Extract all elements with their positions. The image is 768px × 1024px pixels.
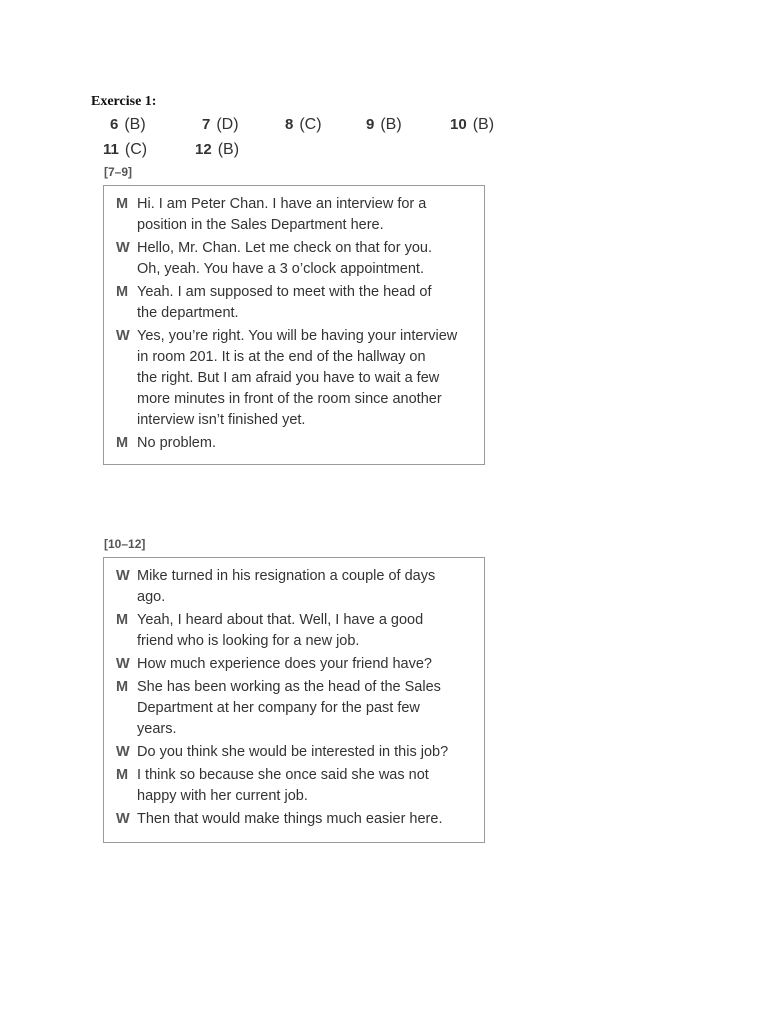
text-line: Then that would make things much easier here. (137, 811, 443, 827)
text-line: the right. But I am afraid you have to wait a few (137, 370, 440, 386)
dialogue-box-7-9 (103, 185, 485, 465)
dialogue-turn (116, 566, 476, 608)
dialogue-turn (116, 677, 476, 740)
answer-number: 12 (195, 141, 212, 158)
speaker-label: W (116, 328, 130, 344)
speaker-label: M (116, 612, 129, 628)
answer-number: 8 (285, 116, 294, 133)
answer-12 (195, 141, 239, 159)
answer-choice: (C) (124, 141, 148, 158)
text-line: Yeah, I heard about that. Well, I have a good (137, 612, 424, 628)
dialogue-turn (116, 326, 476, 431)
text-line: years. (137, 721, 177, 737)
speaker-label: M (116, 435, 129, 451)
dialogue-turn (116, 238, 476, 280)
turn-text (137, 742, 476, 763)
text-line: Hello, Mr. Chan. Let me check on that for you. (137, 240, 432, 256)
answer-choice: (B) (124, 116, 146, 133)
speaker-label: M (116, 767, 129, 783)
dialogue-turn (116, 433, 476, 454)
dialogue-turn (116, 610, 476, 652)
turn-text (137, 610, 476, 652)
text-line: position in the Sales Department here. (137, 217, 384, 233)
text-line: the department. (137, 305, 239, 321)
speaker-label: M (116, 679, 129, 695)
dialogue-label-7-9: [7–9] (104, 165, 133, 179)
turn-text (137, 194, 476, 236)
turn-text (137, 566, 476, 608)
dialogue-turn (116, 282, 476, 324)
text-line: Department at her company for the past few (137, 700, 420, 716)
answer-choice: (B) (472, 116, 495, 133)
turn-text (137, 238, 476, 280)
speaker-label: M (116, 196, 129, 212)
speaker-label: M (116, 284, 129, 300)
speaker-label: W (116, 568, 130, 584)
text-line: I think so because she once said she was not (137, 767, 429, 783)
turn-text (137, 433, 476, 454)
speaker-label: W (116, 811, 130, 827)
answer-9 (366, 116, 402, 134)
dialogue-label-10-12: [10–12] (104, 537, 146, 551)
answer-number: 7 (202, 116, 211, 133)
answer-choice: (B) (380, 116, 402, 133)
dialogue-turn (116, 809, 476, 830)
dialogue-turn (116, 765, 476, 807)
text-line: ago. (137, 589, 166, 605)
text-line: more minutes in front of the room since another (137, 391, 442, 407)
exercise-title: Exercise 1: (91, 94, 157, 109)
answer-number: 10 (450, 116, 467, 133)
speaker-label: W (116, 744, 130, 760)
text-line: How much experience does your friend have? (137, 656, 432, 672)
text-line: No problem. (137, 435, 216, 451)
turn-text (137, 765, 476, 807)
answer-11 (103, 141, 147, 159)
dialogue-box-10-12 (103, 557, 485, 843)
answer-10 (450, 116, 494, 134)
text-line: interview isn’t finished yet. (137, 412, 306, 428)
turn-text (137, 809, 476, 830)
text-line: Yeah. I am supposed to meet with the head of (137, 284, 432, 300)
answer-7 (202, 116, 239, 134)
answer-choice: (D) (216, 116, 239, 133)
answer-choice: (B) (217, 141, 240, 158)
text-line: in room 201. It is at the end of the hallway on (137, 349, 426, 365)
answer-6 (110, 116, 146, 134)
turn-text (137, 677, 476, 740)
speaker-label: W (116, 240, 130, 256)
answer-number: 9 (366, 116, 375, 133)
text-line: She has been working as the head of the Sales (137, 679, 441, 695)
answer-number: 6 (110, 116, 119, 133)
turn-text (137, 282, 476, 324)
turn-text (137, 654, 476, 675)
speaker-label: W (116, 656, 130, 672)
text-line: Oh, yeah. You have a 3 o’clock appointment. (137, 261, 424, 277)
text-line: happy with her current job. (137, 788, 308, 804)
dialogue-turn (116, 194, 476, 236)
answer-choice: (C) (299, 116, 322, 133)
dialogue-turn (116, 742, 476, 763)
text-line: Hi. I am Peter Chan. I have an interview for a (137, 196, 427, 212)
dialogue-turn (116, 654, 476, 675)
answer-number: 11 (103, 141, 119, 158)
text-line: Do you think she would be interested in this job? (137, 744, 449, 760)
text-line: friend who is looking for a new job. (137, 633, 360, 649)
turn-text (137, 326, 476, 431)
text-line: Mike turned in his resignation a couple of days (137, 568, 436, 584)
answer-8 (285, 116, 322, 134)
text-line: Yes, you’re right. You will be having your interview (137, 328, 458, 344)
